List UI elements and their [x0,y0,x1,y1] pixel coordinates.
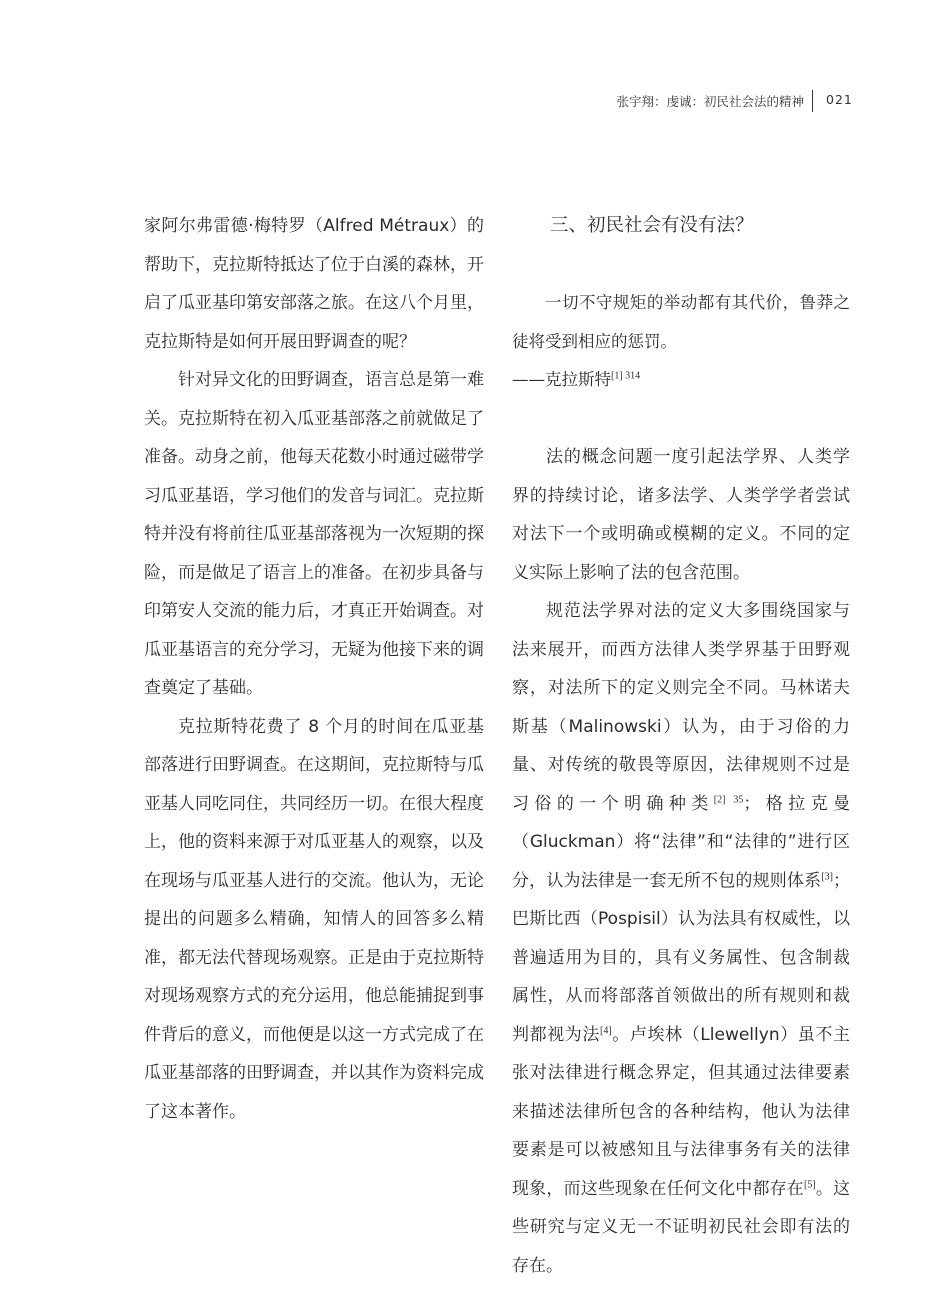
epigraph: 一切不守规矩的举动都有其代价，鲁莽之徒将受到相应的惩罚。 [512,293,850,351]
epigraph-source [512,361,850,400]
citation: [3] [821,870,833,882]
citation: [1] 314 [611,370,641,382]
text-run: 规范法学界对法的定义大多围绕国家与法来展开，而西方法律人类学界基于田野观察，对法所下的定义则完全不同。马林诺夫斯基（Malinowski）认为，由于习俗的力量、对传统的敬畏等原因，法律规则不过是习俗的一个明确种类 [512,601,850,814]
right-column [512,207,850,1285]
page-number: 021 [826,92,853,107]
citation: [2] 35 [713,793,744,805]
running-title: 张宇翔：虔诚：初民社会法的精神 [616,94,804,109]
left-column [144,207,484,1131]
paragraph: 克拉斯特花费了 8 个月的时间在瓜亚基部落进行田野调查。在这期间，克拉斯特与瓜亚基人同吃同住，共同经历一切。在很大程度上，他的资料来源于对瓜亚基人的观察，以及在现场与瓜亚基人进行的交流。他认为，无论提出的问题多么精确，知情人的回答多么精准，都无法代替现场观察。正是由于克拉斯特对现场观察方式的充分运用，他总能捕捉到事件背后的意义，而他便是以这一方式完成了在瓜亚基部落的田野调查，并以其作为资料完成了这本著作。 [144,716,484,1122]
paragraph [512,592,850,1285]
text-run: 。卢埃林（Llewellyn）虽不主张对法律进行概念界定，但其通过法律要素来描述法律所包含的各种结构，他认为法律要素是可以被感知且与法律事务有关的法律现象，而这些现象在任何文化中都存在 [512,1024,850,1199]
running-header [0,90,950,116]
paragraph: 法的概念问题一度引起法学界、人类学界的持续讨论，诸多法学、人类学学者尝试对法下一个或明确或模糊的定义。不同的定义实际上影响了法的包含范围。 [512,447,850,583]
paragraph: 家阿尔弗雷德·梅特罗（Alfred Métraux）的帮助下，克拉斯特抵达了位于白溪的森林，开启了瓜亚基印第安部落之旅。在这八个月里，克拉斯特是如何开展田野调查的呢？ [144,216,484,352]
text-run: 。这些研究与定义无一不证明初民社会即有法的存在。 [512,1178,851,1276]
section-heading: 三、初民社会有没有法？ [550,215,754,236]
header-divider [812,90,813,112]
paragraph: 针对异文化的田野调查，语言总是第一难关。克拉斯特在初入瓜亚基部落之前就做足了准备。动身之前，他每天花数小时通过磁带学习瓜亚基语，学习他们的发音与词汇。克拉斯特并没有将前往瓜亚基部落视为一次短期的探险，而是做足了语言上的准备。在初步具备与印第安人交流的能力后，才真正开始调查。对瓜亚基语言的充分学习，无疑为他接下来的调查奠定了基础。 [144,370,484,698]
epigraph-author: ——克拉斯特 [512,370,611,389]
text-run: ；巴斯比西（Pospisil）认为法具有权威性，以普遍适用为目的，具有义务属性、包含制裁属性，从而将部落首领做出的所有规则和裁判都视为法 [512,870,850,1045]
citation: [4] [600,1024,612,1036]
text-run: ；格拉克曼（Gluckman）将“法律”和“法律的”进行区分，认为法律是一套无所不包的规则体系 [512,793,850,891]
spacer [512,246,850,285]
citation: [5] [803,1178,816,1190]
spacer [512,400,850,439]
